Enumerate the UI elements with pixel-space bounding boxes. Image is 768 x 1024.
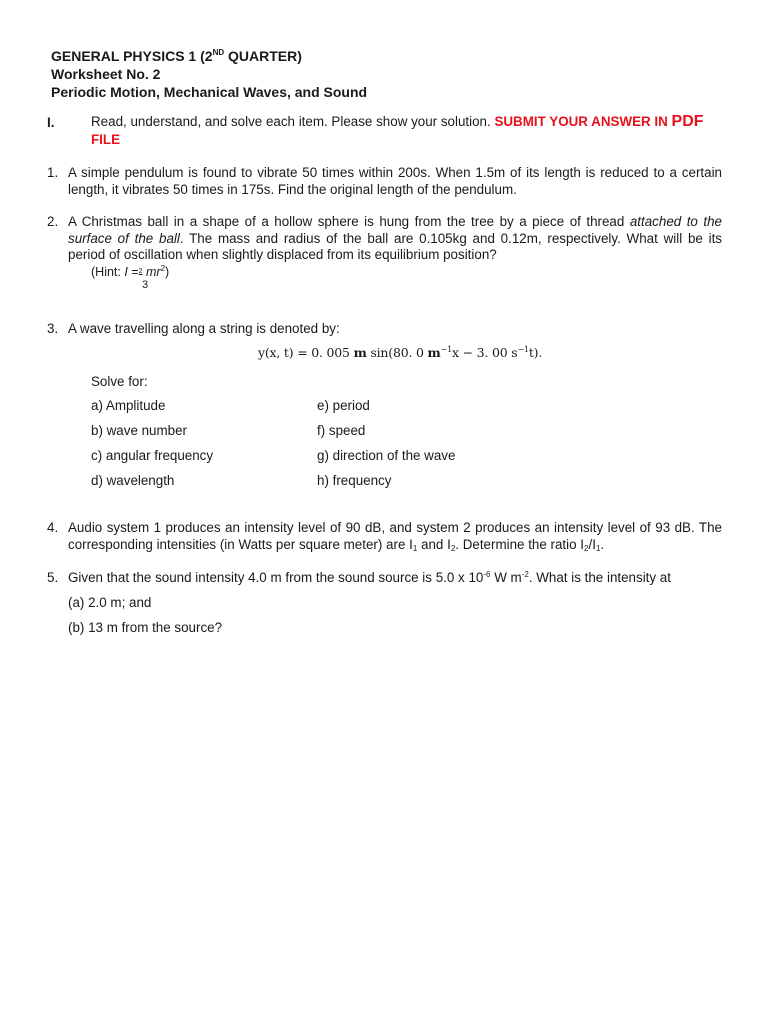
section-numeral: I.	[47, 115, 55, 130]
option-item: e) period	[317, 398, 370, 413]
option-item: f) speed	[317, 423, 366, 438]
question-5-part-b: (b) 13 m from the source?	[68, 620, 223, 635]
option-item: g) direction of the wave	[317, 448, 456, 463]
question-text: A Christmas ball in a shape of a hollow sphere is hung from the tree by a piece of thread attached to the surface of the ball. The mass and radius of the ball are 0.105kg and 0.12m, respectively. What will be its period of oscillation when slightly displaced from its equilibrium position?	[68, 214, 723, 262]
course-title: GENERAL PHYSICS 1 (2ND QUARTER)	[51, 48, 302, 64]
option-item: c) angular frequency	[91, 448, 214, 463]
hint-denominator: 3	[142, 279, 149, 291]
submit-notice: SUBMIT YOUR ANSWER IN PDF FILE	[91, 113, 704, 147]
worksheet-header	[51, 47, 367, 101]
option-item: d) wavelength	[91, 473, 175, 488]
question-number: 4.	[47, 520, 59, 535]
instructions-text: Read, understand, and solve each item. Please show your solution. SUBMIT YOUR ANSWER IN PDF FILE	[91, 113, 704, 147]
question-number: 3.	[47, 321, 59, 336]
option-item: h) frequency	[317, 473, 392, 488]
question-5-part-a: (a) 2.0 m; and	[68, 595, 152, 610]
hint-formula: (Hint: I =$^2$ $mr^2$)	[91, 264, 170, 279]
option-item: b) wave number	[91, 423, 188, 438]
question-text: Given that the sound intensity 4.0 m from the sound source is 5.0 x $10^{-6}$ W $m^{-2}$. What is the intensity at	[68, 570, 671, 585]
question-number: 1.	[47, 165, 59, 180]
question-text: A simple pendulum is found to vibrate 50 times within 200s. When 1.5m of its length is reduced to a certain length, it vibrates 50 times in 175s. Find the original length of the pendulum.	[68, 165, 722, 197]
question-text: Audio system 1 produces an intensity level of 90 dB, and system 2 produces an intensity level of 93 dB. The corresponding intensities (in Watts per square meter) are $I_1$ and $I_2$. Determine the ratio $I_2/I_1$.	[68, 520, 722, 553]
question-number: 2.	[47, 214, 59, 229]
solve-for-label: Solve for:	[91, 374, 148, 389]
worksheet-number: Worksheet No. 2	[51, 66, 161, 82]
wave-equation: y(x, t) = 0. 005 m sin(80. 0 $m^{-1}x - 3$. 00 $s^{-1}t$).	[258, 345, 543, 360]
question-number: 5.	[47, 570, 59, 585]
worksheet-topic: Periodic Motion, Mechanical Waves, and Sound	[51, 84, 368, 100]
option-item: a) Amplitude	[91, 398, 166, 413]
question-text: A wave travelling along a string is denoted by:	[68, 321, 340, 336]
